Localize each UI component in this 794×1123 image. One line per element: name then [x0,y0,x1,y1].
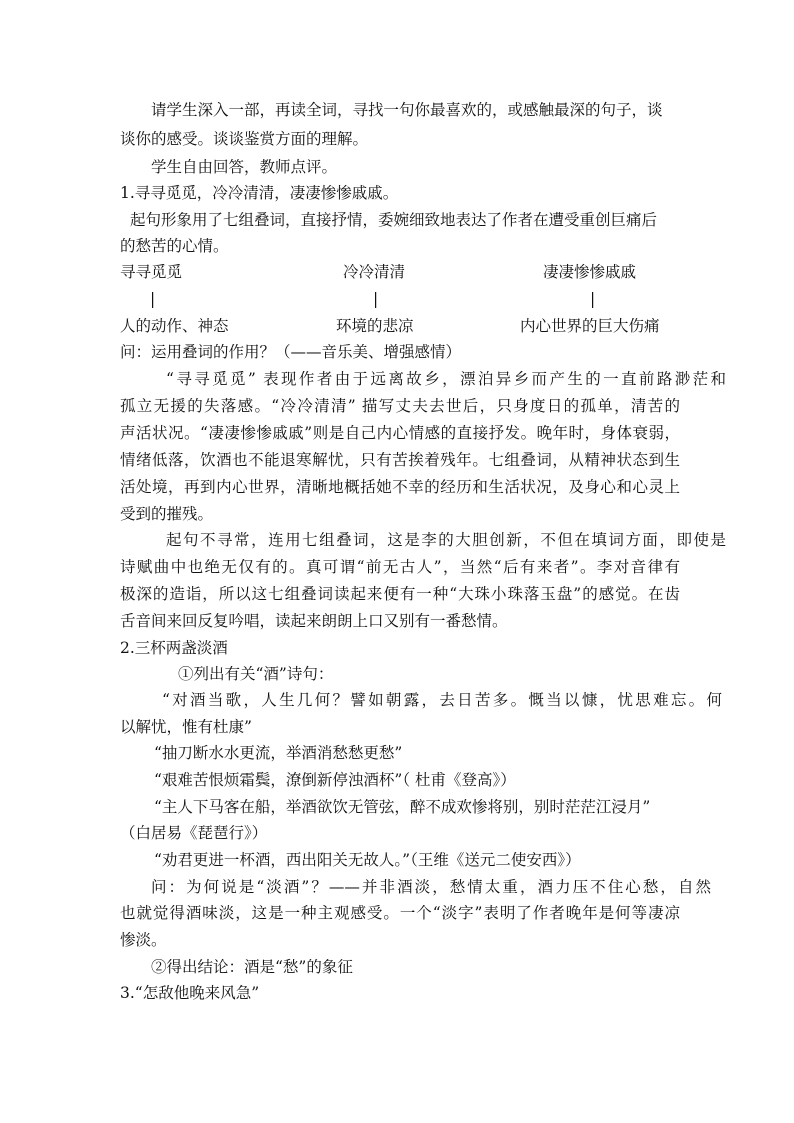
para-3-line: 极深的造诣，所以这七组叠词读起来便有一种“大珠小珠落玉盘”的感觉。在齿 [120,585,680,603]
poem-1-line-2: 以解忧，惟有杜康” [120,718,252,736]
poem-4-line-1: “主人下马客在船，举酒欲饮无管弦，醉不成欢惨将别，别时茫茫江浸月” [154,798,651,816]
section-2-question-line-1: 问：为何说是“淡酒”？——并非酒淡，愁情太重，酒力压不住心愁，自然 [151,878,711,896]
para-3-line: 舌音间来回反复吟唱，读起来朗朗上口又别有一番愁情。 [120,612,508,630]
section-2-question-line-2: 也就觉得酒味淡，这是一种主观感受。一个“淡字”表明了作者晚年是何等凄凉 [120,904,680,922]
diagram-col-3-bottom: 内心世界的巨大伤痛 [520,317,660,335]
section-2-heading: 2.三杯两盏淡酒 [120,639,228,657]
intro-line-1: 请学生深入一部，再读全词，寻找一句你最喜欢的，或感触最深的句子，谈 [151,101,663,119]
para-2-line: 受到的摧残。 [120,505,214,523]
para-2-line: 孤立无援的失落感。“冷冷清清” 描写丈夫去世后，只身度日的孤单，清苦的 [120,397,680,415]
para-3-line: 起句不寻常，连用七组叠词，这是李的大胆创新，不但在填词方面，即使是 [166,531,726,549]
diagram-connector-2: | [373,290,379,308]
diagram-connector-3: | [590,290,596,308]
section-3-heading: 3.“怎敌他晚来风急” [120,984,260,1002]
poem-4-line-2: （白居易《琵琶行》） [120,824,268,842]
intro-line-2: 谈你的感受。谈谈鉴赏方面的理解。 [120,130,369,148]
section-2-sub-2: ②得出结论：酒是“愁”的象征 [151,958,353,976]
intro-line-3: 学生自由回答，教师点评。 [151,158,338,176]
section-2-question-line-3: 惨淡。 [120,931,167,949]
para-2-line: 情绪低落，饮酒也不能退寒解忧，只有苦挨着残年。七组叠词，从精神状态到生 [120,451,680,469]
diagram-col-3-top: 凄凄惨惨戚戚 [543,263,637,281]
section-1-heading: 1.寻寻觅觅，冷冷清清，凄凄惨惨戚戚。 [120,184,399,202]
poem-1-line-1: “对酒当歌，人生几何？譬如朝露，去日苦多。慨当以慷，忧思难忘。何 [162,691,722,709]
diagram-col-2-top: 冷冷清清 [343,263,406,281]
diagram-col-1-top: 寻寻觅觅 [120,263,183,281]
para-2-line: 声活状况。“凄凄惨惨戚戚”则是自己内心情感的直接抒发。晚年时，身体衰弱， [120,424,680,442]
para-2-line: “寻寻觅觅” 表现作者由于远离故乡，漂泊异乡而产生的一直前路渺茫和 [166,370,726,388]
poem-5: “劝君更进一杯酒，西出阳关无故人。”（王维《送元二使安西》） [154,851,581,869]
para-3-line: 诗赋曲中也绝无仅有的。真可谓“前无古人”，当然“后有来者”。李对音律有 [120,558,680,576]
poem-2: “抽刀断水水更流，举酒消愁愁更愁” [154,744,403,762]
para-2-line: 活处境，再到内心世界，清晰地概括她不幸的经历和生活状况，及身心和心灵上 [120,478,680,496]
diagram-connector-1: | [150,290,156,308]
section-1-para-1-line-1: 起句形象用了七组叠词，直接抒情，委婉细致地表达了作者在遭受重创巨痛后 [130,211,658,229]
diagram-col-2-bottom: 环境的悲凉 [336,317,414,335]
poem-3: “艰难苦恨烦霜鬓，潦倒新停浊酒杯”（ 杜甫《登高》） [154,771,516,789]
section-1-question: 问：运用叠词的作用？（——音乐美、增强感情） [120,343,462,361]
section-1-para-1-line-2: 的愁苦的心情。 [120,237,229,255]
section-2-sub-1: ①列出有关“酒”诗句： [178,665,334,683]
diagram-col-1-bottom: 人的动作、神态 [120,317,229,335]
